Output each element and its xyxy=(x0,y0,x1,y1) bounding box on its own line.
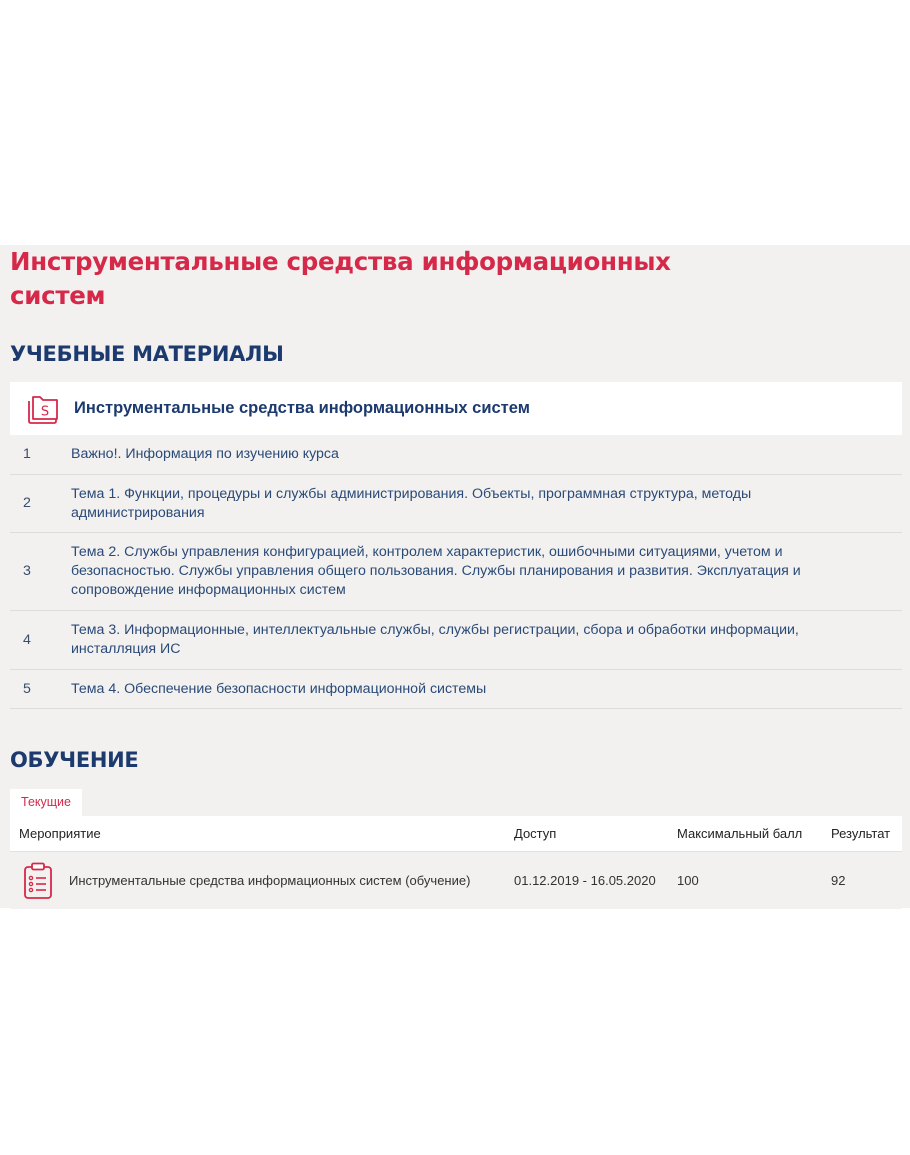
table-row[interactable] xyxy=(10,852,902,909)
event-link[interactable]: Инструментальные средства информационных систем (обучение) xyxy=(69,873,471,888)
item-link[interactable]: Тема 3. Информационные, интеллектуальные службы, службы регистрации, сбора и обработки информации, инсталляция ИС xyxy=(71,622,799,657)
materials-card-title[interactable]: Инструментальные средства информационных систем xyxy=(74,399,530,417)
table-header xyxy=(10,816,902,852)
column-header-access: Доступ xyxy=(514,826,557,841)
access-cell: 01.12.2019 - 16.05.2020 xyxy=(514,873,656,888)
max-score-cell: 100 xyxy=(677,873,699,888)
list-item[interactable] xyxy=(10,533,902,611)
materials-list xyxy=(10,435,902,709)
result-cell: 92 xyxy=(831,873,846,888)
item-link[interactable]: Тема 2. Службы управления конфигурацией, контролем характеристик, ошибочными ситуациями, учетом и безопасностью. Службы управления общего пользования. Службы планирования и развития. Эксплуатация и сопровождение информационных систем xyxy=(71,544,801,598)
list-item[interactable] xyxy=(10,435,902,475)
column-header-event: Мероприятие xyxy=(19,826,101,841)
item-number: 3 xyxy=(23,563,31,579)
item-number: 1 xyxy=(23,446,31,462)
column-header-max-score: Максимальный балл xyxy=(677,826,803,841)
training-heading: ОБУЧЕНИЕ xyxy=(10,748,139,772)
item-link[interactable]: Важно!. Информация по изучению курса xyxy=(71,446,339,462)
folder-icon xyxy=(26,392,60,426)
item-number: 2 xyxy=(23,495,31,511)
item-number: 4 xyxy=(23,631,31,648)
course-title: Инструментальные средства информационных систем xyxy=(10,247,671,310)
item-number: 5 xyxy=(23,680,31,697)
item-link[interactable]: Тема 4. Обеспечение безопасности информационной системы xyxy=(71,680,487,697)
svg-text:S: S xyxy=(40,404,50,419)
materials-heading: УЧЕБНЫЕ МАТЕРИАЛЫ xyxy=(10,342,284,366)
list-item[interactable] xyxy=(10,670,902,709)
course-panel xyxy=(0,245,910,908)
materials-card[interactable] xyxy=(10,382,902,435)
column-header-result: Результат xyxy=(831,826,891,841)
tab-current[interactable]: Текущие xyxy=(10,789,82,816)
training-table xyxy=(10,816,902,909)
event-cell xyxy=(10,861,505,901)
list-item[interactable] xyxy=(10,611,902,670)
list-item[interactable] xyxy=(10,475,902,533)
clipboard-icon xyxy=(21,861,55,901)
item-link[interactable]: Тема 1. Функции, процедуры и службы администрирования. Объекты, программная структура, методы администрирования xyxy=(71,485,752,521)
